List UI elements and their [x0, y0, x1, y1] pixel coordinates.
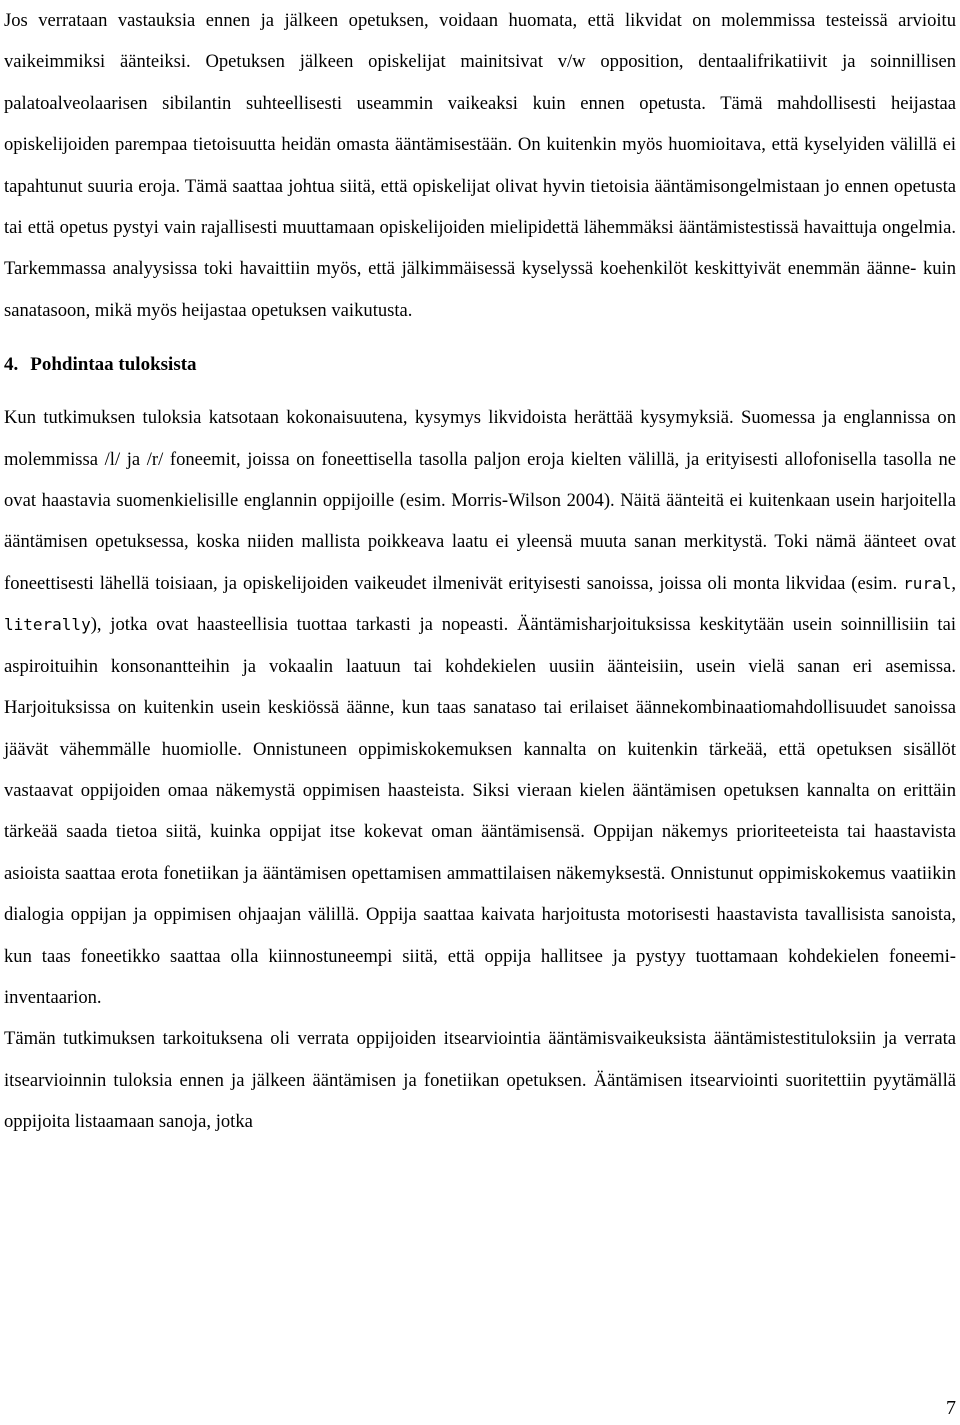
- paragraph-discussion-text-end: ), jotka ovat haasteellisia tuottaa tarkasti ja nopeasti. Ääntämisharjoituksissa keskitytään usein soinnillisiin tai aspiroituihin konsonantteihin ja vokaalin laatuun tai kohdekielen uusiin äänteisiin, usein vielä sanan eri asemissa. Harjoituksissa on kuitenkin usein keskiössä äänne, kun taas sanataso tai erilaiset äännekombinaatiomahdollisuudet sanoissa jäävät vähemmälle huomiolle. Onnistuneen oppimiskokemuksen kannalta on kuitenkin tärkeää, että opetuksen sisällöt vastaavat oppijoiden omaa näkemystä oppimisen haasteista. Siksi vieraan kielen ääntämisen opetuksen kannalta on erittäin tärkeää saada tietoa siitä, kuinka oppijat itse kokevat oman ääntämisensä. Oppijan näkemys prioriteeteista tai haastavista asioista saattaa erota fonetiikan ja ääntämisen opettamisen ammattilaisen näkemyksestä. Onnistunut oppimiskokemus vaatiikin dialogia oppijan ja oppimisen ohjaajan välillä. Oppija saattaa kaivata harjoitusta motorisesti haastavista tavallisista sanoista, kun taas foneetikko saattaa olla kiinnostuneempi siitä, että oppija hallitsee ja pystyy tuottamaan kohdekielen foneemi-inventaarion.: [4, 614, 956, 1008]
- page-number: 7: [946, 1397, 956, 1419]
- example-word-literally: literally: [4, 615, 91, 635]
- paragraph-discussion: [4, 397, 956, 1018]
- paragraph-discussion-text-start: Kun tutkimuksen tuloksia katsotaan kokonaisuutena, kysymys likvidoista herättää kysymyksiä. Suomessa ja englannissa on molemmissa /l/ ja /r/ foneemit, joissa on foneettisella tasolla paljon eroja kielten välillä, ja erityisesti allofonisella tasolla ne ovat haastavia suomenkielisille englannin oppijoille (esim. Morris-Wilson 2004). Näitä äänteitä ei kuitenkaan usein harjoitella ääntämisen opetuksessa, koska niiden mallista poikkeava laatu ei yleensä muuta sanan merkitystä. Toki nämä äänteet ovat foneettisesti lähellä toisiaan, ja opiskelijoiden vaikeudet ilmenivät erityisesti sanoissa, joissa oli monta likvidaa (esim.: [4, 407, 956, 594]
- section-title: Pohdintaa tuloksista: [30, 354, 197, 376]
- example-separator: ,: [951, 572, 956, 594]
- section-number: 4.: [4, 354, 19, 376]
- paragraph-study-aim: Tämän tutkimuksen tarkoituksena oli verrata oppijoiden itsearviointia ääntämisvaikeuksista ääntämistestituloksiin ja verrata itsearvioinnin tuloksia ennen ja jälkeen ääntämisen ja fonetiikan opetuksen. Ääntämisen itsearviointi suoritettiin pyytämällä oppijoita listaamaan sanoja, jotka: [4, 1028, 956, 1133]
- section-heading: [4, 345, 956, 385]
- document-page: [4, 0, 956, 1143]
- example-word-rural: rural: [903, 573, 952, 593]
- paragraph-results-comparison: Jos verrataan vastauksia ennen ja jälkeen opetuksen, voidaan huomata, että likvidat on molemmissa testeissä arvioitu vaikeimmiksi äänteiksi. Opetuksen jälkeen opiskelijat mainitsivat v/w opposition, dentaalifrikatiivit ja soinnillisen palatoalveolaarisen sibilantin suhteellisesti useammin vaikeaksi kuin ennen opetusta. Tämä mahdollisesti heijastaa opiskelijoiden parempaa tietoisuutta heidän omasta ääntämisestään. On kuitenkin myös huomioitava, että kyselyiden välillä ei tapahtunut suuria eroja. Tämä saattaa johtua siitä, että opiskelijat olivat hyvin tietoisia ääntämisongelmistaan jo ennen opetusta tai että opetus pystyi vain rajallisesti muuttamaan opiskelijoiden mielipidettä lähemmäksi ääntämistestissä havaittuja ongelmia. Tarkemmassa analyysissa toki havaittiin myös, että jälkimmäisessä kyselyssä koehenkilöt keskittyivät enemmän äänne- kuin sanatasoon, mikä myös heijastaa opetuksen vaikutusta.: [4, 10, 956, 321]
